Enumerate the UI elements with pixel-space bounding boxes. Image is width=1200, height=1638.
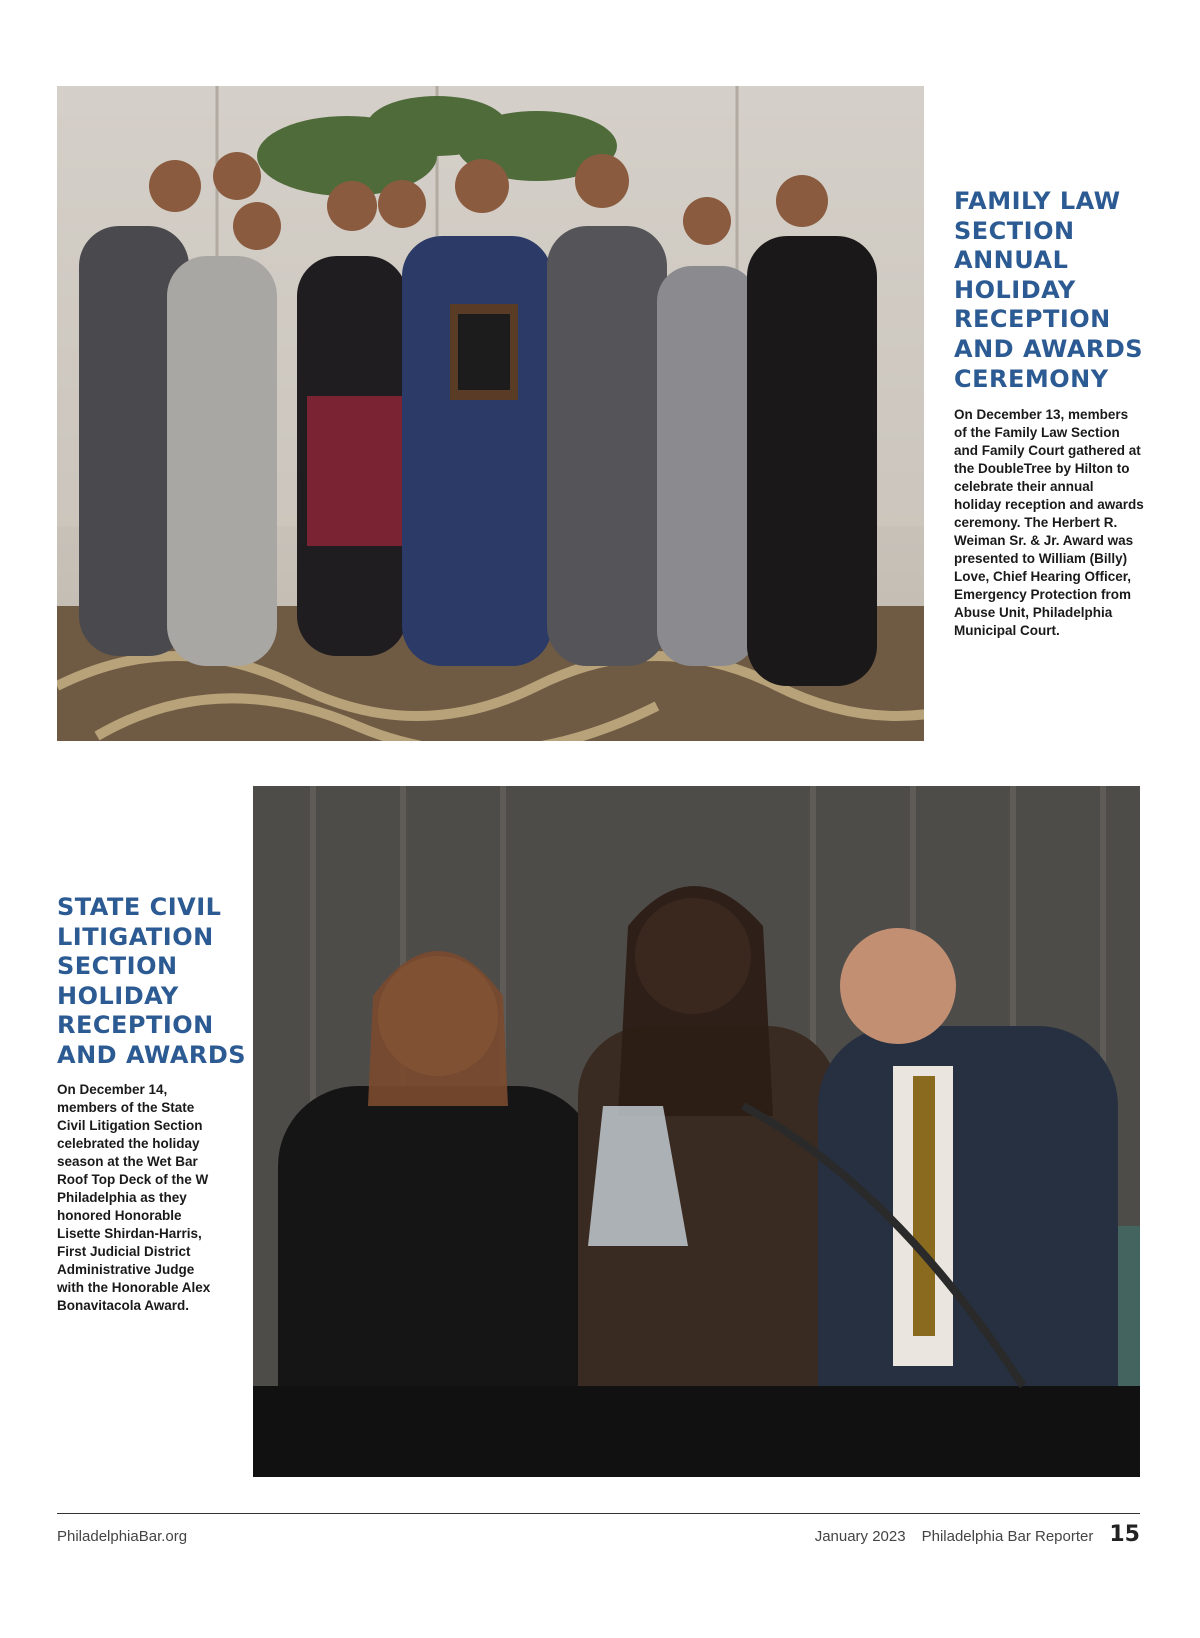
state-civil-litigation-photo — [253, 786, 1140, 1477]
footer-website: PhiladelphiaBar.org — [57, 1528, 188, 1545]
state-civil-litigation-headline: STATE CIVIL LITIGATION SECTION HOLIDAY RECEPTION AND AWARDS — [57, 893, 247, 1069]
footer-date: January 2023 — [814, 1528, 906, 1545]
family-law-body: On December 13, members of the Family Law Section and Family Court gathered at the DoubleTree by Hilton to celebrate their annual holiday reception and awards ceremony. The Herbert R. Weiman Sr. & Jr. Award was presented to William (Billy) Love, Chief Hearing Officer, Emergency Protection from Abuse Unit, Philadelphia Municipal Court. — [954, 407, 1144, 638]
footer-publication: Philadelphia Bar Reporter — [921, 1528, 1094, 1545]
page-number: 15 — [1109, 1522, 1140, 1547]
footer-info — [815, 1522, 1140, 1547]
footer-rule — [57, 1513, 1140, 1514]
family-law-headline: FAMILY LAW SECTION ANNUAL HOLIDAY RECEPTION AND AWARDS CEREMONY — [954, 187, 1144, 393]
state-civil-litigation-body: On December 14, members of the State Civil Litigation Section celebrated the holiday season at the Wet Bar Roof Top Deck of the W Philadelphia as they honored Honorable Lisette Shirdan-Harris, First Judicial District Administrative Judge with the Honorable Alex Bonavitacola Award. — [57, 1082, 211, 1313]
family-law-group-photo — [57, 86, 924, 741]
